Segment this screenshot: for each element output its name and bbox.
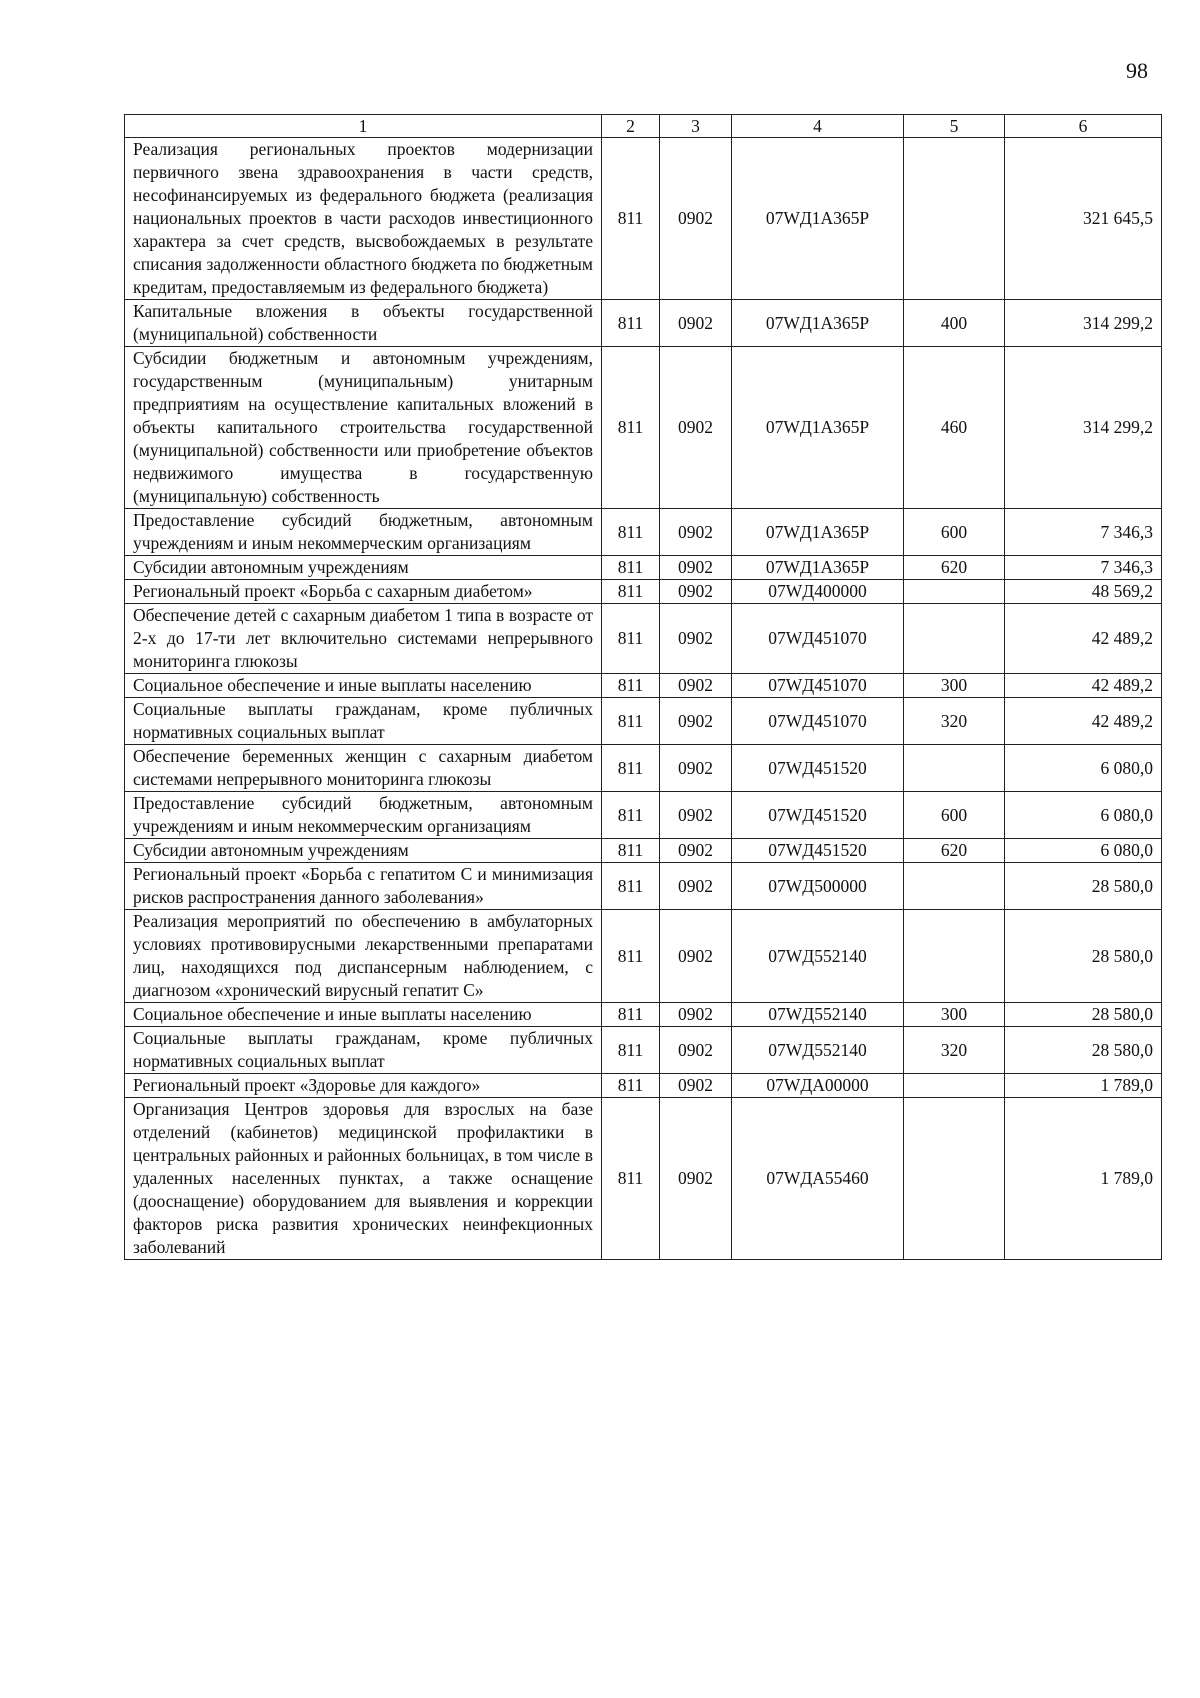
cell-name: Субсидии бюджетным и автономным учреждениям, государственным (муниципальным) унитарным предприятиям на осуществление капитальных вложений в объекты капитального строительства государственной (муниципальной) собственности или приобретение объектов недвижимого имущества в государственную (муниципальную) собственность — [125, 347, 602, 509]
cell-expense-type — [904, 580, 1005, 604]
table-row — [125, 604, 1162, 674]
table-row — [125, 792, 1162, 839]
table-row — [125, 1027, 1162, 1074]
cell-amount: 42 489,2 — [1005, 604, 1162, 674]
cell-target-article: 07WД451520 — [732, 839, 904, 863]
cell-target-article: 07WД400000 — [732, 580, 904, 604]
cell-ved: 811 — [602, 300, 660, 347]
table-row — [125, 1098, 1162, 1260]
cell-expense-type — [904, 604, 1005, 674]
table-row — [125, 556, 1162, 580]
cell-section: 0902 — [660, 1074, 732, 1098]
cell-ved: 811 — [602, 1027, 660, 1074]
cell-amount: 42 489,2 — [1005, 698, 1162, 745]
cell-target-article: 07WД1А365Р — [732, 347, 904, 509]
cell-name: Организация Центров здоровья для взрослых на базе отделений (кабинетов) медицинской профилактики в центральных районных и районных больницах, в том числе в удаленных населенных пунктах, а также оснащение (дооснащение) оборудованием для выявления и коррекции факторов риска развития хронических неинфекционных заболеваний — [125, 1098, 602, 1260]
cell-section: 0902 — [660, 745, 732, 792]
cell-target-article: 07WД552140 — [732, 910, 904, 1003]
table-row — [125, 580, 1162, 604]
cell-ved: 811 — [602, 347, 660, 509]
cell-ved: 811 — [602, 1003, 660, 1027]
cell-name: Социальные выплаты гражданам, кроме публичных нормативных социальных выплат — [125, 698, 602, 745]
table-row — [125, 745, 1162, 792]
cell-name: Реализация региональных проектов модернизации первичного звена здравоохранения в части средств, несофинансируемых из федерального бюджета (реализация национальных проектов в части расходов инвестиционного характера за счет средств, высвобождаемых в результате списания задолженности областного бюджета по бюджетным кредитам, предоставляемым из федерального бюджета) — [125, 138, 602, 300]
table-row — [125, 347, 1162, 509]
column-header-4: 4 — [732, 115, 904, 138]
cell-amount: 6 080,0 — [1005, 745, 1162, 792]
cell-expense-type: 460 — [904, 347, 1005, 509]
cell-expense-type — [904, 863, 1005, 910]
cell-target-article: 07WДА00000 — [732, 1074, 904, 1098]
cell-target-article: 07WД552140 — [732, 1027, 904, 1074]
cell-expense-type — [904, 910, 1005, 1003]
cell-expense-type — [904, 745, 1005, 792]
cell-target-article: 07WД1А365Р — [732, 300, 904, 347]
cell-name: Социальные выплаты гражданам, кроме публичных нормативных социальных выплат — [125, 1027, 602, 1074]
cell-section: 0902 — [660, 863, 732, 910]
column-header-1: 1 — [125, 115, 602, 138]
table-row — [125, 138, 1162, 300]
cell-target-article: 07WДА55460 — [732, 1098, 904, 1260]
cell-section: 0902 — [660, 839, 732, 863]
cell-name: Социальное обеспечение и иные выплаты населению — [125, 1003, 602, 1027]
header-row — [125, 115, 1162, 138]
column-header-2: 2 — [602, 115, 660, 138]
cell-ved: 811 — [602, 745, 660, 792]
cell-amount: 314 299,2 — [1005, 347, 1162, 509]
cell-amount: 28 580,0 — [1005, 863, 1162, 910]
cell-section: 0902 — [660, 792, 732, 839]
cell-target-article: 07WД451070 — [732, 604, 904, 674]
cell-name: Обеспечение детей с сахарным диабетом 1 типа в возрасте от 2-х до 17-ти лет включительно системами непрерывного мониторинга глюкозы — [125, 604, 602, 674]
cell-name: Субсидии автономным учреждениям — [125, 556, 602, 580]
cell-name: Реализация мероприятий по обеспечению в амбулаторных условиях противовирусными лекарственными препаратами лиц, находящихся под диспансерным наблюдением, с диагнозом «хронический вирусный гепатит С» — [125, 910, 602, 1003]
column-header-5: 5 — [904, 115, 1005, 138]
table-row — [125, 1074, 1162, 1098]
cell-target-article: 07WД451520 — [732, 745, 904, 792]
table-row — [125, 1003, 1162, 1027]
cell-amount: 42 489,2 — [1005, 674, 1162, 698]
cell-section: 0902 — [660, 556, 732, 580]
cell-amount: 28 580,0 — [1005, 1027, 1162, 1074]
cell-expense-type: 320 — [904, 1027, 1005, 1074]
cell-amount: 314 299,2 — [1005, 300, 1162, 347]
cell-ved: 811 — [602, 509, 660, 556]
cell-amount: 1 789,0 — [1005, 1098, 1162, 1260]
cell-section: 0902 — [660, 698, 732, 745]
table-row — [125, 674, 1162, 698]
cell-ved: 811 — [602, 674, 660, 698]
cell-section: 0902 — [660, 1027, 732, 1074]
cell-name: Региональный проект «Борьба с гепатитом С и минимизация рисков распространения данного заболевания» — [125, 863, 602, 910]
table-row — [125, 509, 1162, 556]
column-header-3: 3 — [660, 115, 732, 138]
column-header-6: 6 — [1005, 115, 1162, 138]
page-number: 98 — [1126, 58, 1148, 83]
cell-name: Субсидии автономным учреждениям — [125, 839, 602, 863]
cell-expense-type: 600 — [904, 509, 1005, 556]
cell-ved: 811 — [602, 910, 660, 1003]
cell-expense-type: 300 — [904, 1003, 1005, 1027]
cell-name: Обеспечение беременных женщин с сахарным диабетом системами непрерывного мониторинга глюкозы — [125, 745, 602, 792]
cell-section: 0902 — [660, 138, 732, 300]
cell-name: Региональный проект «Борьба с сахарным диабетом» — [125, 580, 602, 604]
cell-name: Предоставление субсидий бюджетным, автономным учреждениям и иным некоммерческим организациям — [125, 509, 602, 556]
cell-target-article: 07WД552140 — [732, 1003, 904, 1027]
cell-section: 0902 — [660, 604, 732, 674]
cell-expense-type — [904, 1074, 1005, 1098]
cell-ved: 811 — [602, 138, 660, 300]
cell-section: 0902 — [660, 674, 732, 698]
cell-ved: 811 — [602, 1074, 660, 1098]
table-row — [125, 698, 1162, 745]
cell-ved: 811 — [602, 580, 660, 604]
cell-name: Предоставление субсидий бюджетным, автономным учреждениям и иным некоммерческим организациям — [125, 792, 602, 839]
cell-target-article: 07WД500000 — [732, 863, 904, 910]
cell-name: Капитальные вложения в объекты государственной (муниципальной) собственности — [125, 300, 602, 347]
table-row — [125, 300, 1162, 347]
table-row — [125, 863, 1162, 910]
cell-amount: 1 789,0 — [1005, 1074, 1162, 1098]
cell-amount: 6 080,0 — [1005, 792, 1162, 839]
cell-expense-type: 320 — [904, 698, 1005, 745]
table-row — [125, 839, 1162, 863]
budget-table — [124, 114, 1162, 1260]
table-body — [125, 138, 1162, 1260]
cell-ved: 811 — [602, 698, 660, 745]
cell-amount: 7 346,3 — [1005, 509, 1162, 556]
cell-expense-type: 600 — [904, 792, 1005, 839]
cell-amount: 6 080,0 — [1005, 839, 1162, 863]
cell-name: Региональный проект «Здоровье для каждого» — [125, 1074, 602, 1098]
cell-section: 0902 — [660, 1003, 732, 1027]
cell-amount: 321 645,5 — [1005, 138, 1162, 300]
cell-target-article: 07WД1А365Р — [732, 509, 904, 556]
cell-expense-type: 400 — [904, 300, 1005, 347]
cell-amount: 7 346,3 — [1005, 556, 1162, 580]
cell-expense-type: 620 — [904, 839, 1005, 863]
cell-section: 0902 — [660, 580, 732, 604]
cell-ved: 811 — [602, 1098, 660, 1260]
cell-amount: 28 580,0 — [1005, 910, 1162, 1003]
cell-expense-type — [904, 1098, 1005, 1260]
cell-ved: 811 — [602, 604, 660, 674]
cell-amount: 28 580,0 — [1005, 1003, 1162, 1027]
cell-amount: 48 569,2 — [1005, 580, 1162, 604]
cell-section: 0902 — [660, 347, 732, 509]
cell-name: Социальное обеспечение и иные выплаты населению — [125, 674, 602, 698]
cell-target-article: 07WД451070 — [732, 698, 904, 745]
cell-target-article: 07WД1А365Р — [732, 556, 904, 580]
cell-section: 0902 — [660, 509, 732, 556]
cell-expense-type — [904, 138, 1005, 300]
cell-target-article: 07WД1А365Р — [732, 138, 904, 300]
cell-expense-type: 300 — [904, 674, 1005, 698]
cell-section: 0902 — [660, 300, 732, 347]
cell-expense-type: 620 — [904, 556, 1005, 580]
table-header — [125, 115, 1162, 138]
cell-ved: 811 — [602, 839, 660, 863]
cell-ved: 811 — [602, 556, 660, 580]
table-row — [125, 910, 1162, 1003]
cell-target-article: 07WД451070 — [732, 674, 904, 698]
cell-ved: 811 — [602, 863, 660, 910]
cell-section: 0902 — [660, 910, 732, 1003]
cell-target-article: 07WД451520 — [732, 792, 904, 839]
cell-section: 0902 — [660, 1098, 732, 1260]
cell-ved: 811 — [602, 792, 660, 839]
